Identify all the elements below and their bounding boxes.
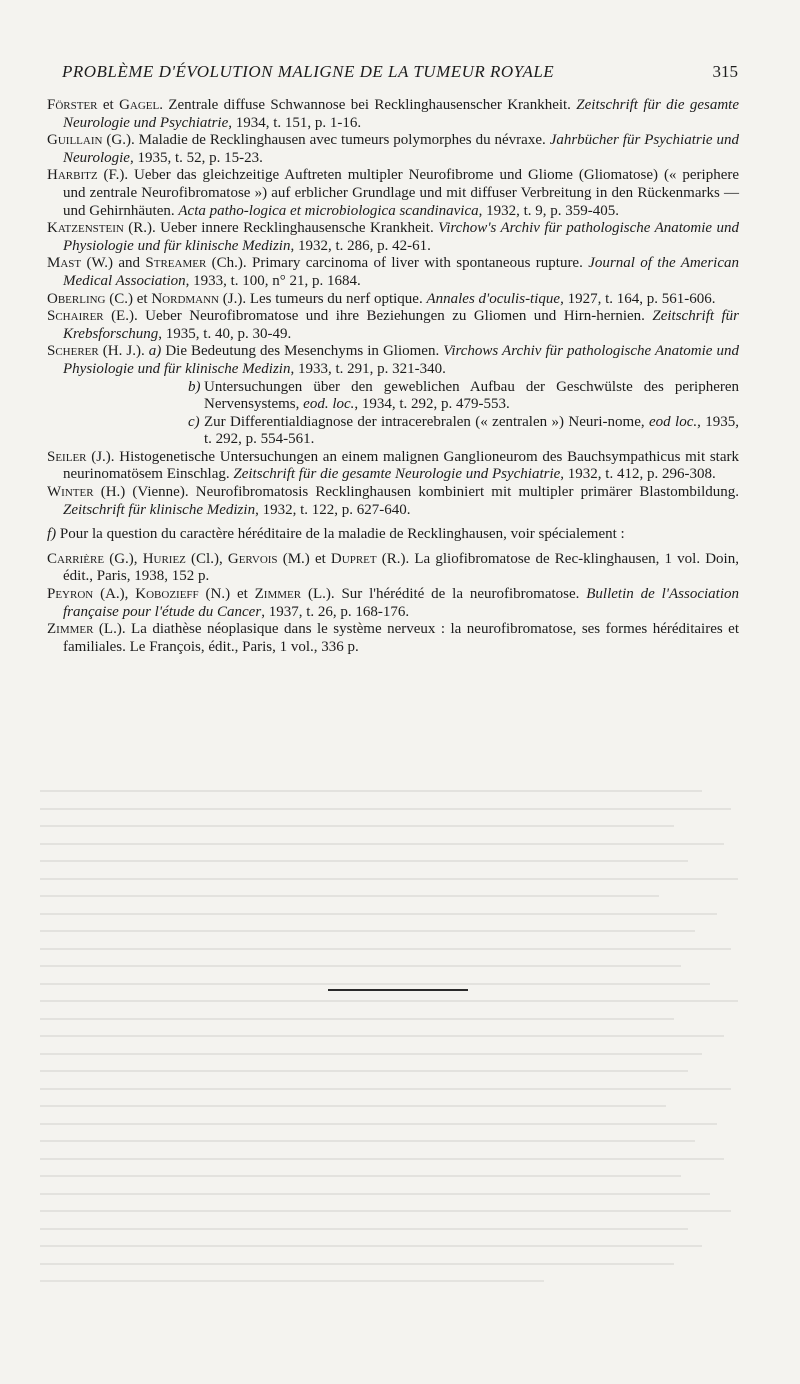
reference-mast xyxy=(47,255,739,290)
ref-tail: , 1933, t. 100, n° 21, p. 1684. xyxy=(185,272,361,289)
ref-text: Zur Differentialdiagnose der intracerebralen (« zentralen ») Neuri-nome, xyxy=(204,413,649,430)
running-header xyxy=(62,62,738,82)
reference-peyron xyxy=(47,586,739,621)
reference-scherer-b xyxy=(47,379,739,414)
ref-text: (N.) et xyxy=(198,586,255,603)
ref-journal: Zeitschrift für klinische Medizin xyxy=(63,501,256,518)
ref-journal: Virchow's Archiv für pathologische Anatomie und Physiologie und für klinische Medizin xyxy=(63,220,739,254)
ref-tail: , 1932, t. 122, p. 627-640. xyxy=(255,501,411,518)
ref-author: Winter xyxy=(47,484,94,501)
sub-marker-c: c) xyxy=(188,413,200,430)
reference-scherer-c xyxy=(47,414,739,449)
ref-tail: , 1932, t. 412, p. 296-308. xyxy=(560,466,716,483)
ref-text: . Zentrale diffuse Schwannose bei Recklinghausenscher Krankheit. xyxy=(159,97,577,113)
ref-author: Streamer xyxy=(145,255,207,272)
ref-journal: Annales d'oculis-tique xyxy=(426,290,561,307)
ref-tail: , 1935, t. 40, p. 30-49. xyxy=(158,325,292,342)
ref-tail: , 1934, t. 151, p. 1-16. xyxy=(228,114,362,131)
page-number: 315 xyxy=(712,62,738,81)
ref-text: (J.). Histogenetische Untersuchungen an einem malignen Ganglioneurom des Bauchsympathicus mit stark neurinomatösem Einschlag. xyxy=(63,448,739,483)
ref-tail: , 1934, t. 292, p. 479-553. xyxy=(354,396,510,413)
ref-journal: eod loc. xyxy=(649,413,698,430)
page-show-through xyxy=(40,790,760,1310)
ref-author: Mast xyxy=(47,255,82,272)
ref-author: Guillain xyxy=(47,132,103,149)
ref-author: Seiler xyxy=(47,448,87,465)
ref-journal: Zeitschrift für die gesamte Neurologie und Psychiatrie xyxy=(63,97,740,131)
ref-text: et xyxy=(97,97,120,113)
sub-marker-a: a) xyxy=(148,343,162,360)
ref-text: (Cl.), xyxy=(185,550,228,567)
ref-text: (A.), xyxy=(93,586,136,603)
ref-text: (H.) (Vienne). Neurofibromatosis Recklinghausen kombiniert mit multipler primärer Blastombildung. xyxy=(93,484,739,501)
ref-tail: , 1927, t. 164, p. 561-606. xyxy=(560,290,716,307)
ref-journal: Bulletin de l'Association française pour l'étude du Cancer xyxy=(63,586,739,620)
note-text: Pour la question du caractère héréditaire de la maladie de Recklinghausen, voir spécialement : xyxy=(56,526,625,543)
closing-rule xyxy=(328,989,468,991)
reference-forster xyxy=(47,97,739,132)
heredity-note xyxy=(47,526,739,544)
ref-journal: eod. loc. xyxy=(303,396,355,413)
ref-tail: , 1932, t. 9, p. 359-405. xyxy=(478,202,620,219)
ref-journal: Acta patho-logica et microbiologica scandinavica xyxy=(178,202,479,219)
ref-text: (E.). Ueber Neurofibromatose und ihre Beziehungen zu Gliomen und Hirn-hernien. xyxy=(103,308,653,325)
sub-marker-b: b) xyxy=(188,378,201,395)
ref-journal: Virchows Archiv für pathologische Anatomie und Physiologie und für klinische Medizin xyxy=(63,343,739,377)
ref-text: (H. J.). xyxy=(98,343,149,360)
ref-author: Zimmer xyxy=(254,586,302,603)
ref-journal: Jahrbücher für Psychiatrie und Neurologie xyxy=(63,132,739,166)
ref-text: (F.). Ueber das gleichzeitige Auftreten multipler Neurofibrome und Gliome (Gliomatose) (« periphere und zentrale Neurofibromatose ») auf erblicher Grundlage und mit diffuser Verbreitung in den Rückenmarks — und Gehirnhäuten. xyxy=(63,167,739,219)
ref-author: Scherer xyxy=(47,343,99,360)
ref-text: (J.). Les tumeurs du nerf optique. xyxy=(219,290,427,307)
ref-author: Schairer xyxy=(47,308,104,325)
ref-author: Harbitz xyxy=(47,167,98,184)
ref-author: Dupret xyxy=(330,550,377,567)
note-marker: f) xyxy=(47,526,57,543)
ref-text: (R.). La gliofibromatose de Rec-klinghausen, 1 vol. Doin, édit., Paris, 1938, 152 p. xyxy=(63,550,739,585)
ref-author: Nordmann xyxy=(151,290,219,307)
ref-text: (C.) et xyxy=(105,290,152,307)
ref-text: Die Bedeutung des Mesenchyms in Gliomen. xyxy=(161,343,444,360)
ref-journal: Journal of the American Medical Association xyxy=(63,255,740,289)
ref-text: (G.), xyxy=(104,550,143,567)
ref-tail: , 1935, t. 292, p. 554-561. xyxy=(204,413,740,448)
ref-author: Huriez xyxy=(142,550,186,567)
ref-text: (L.). Sur l'hérédité de la neurofibromatose. xyxy=(301,586,587,603)
reference-seiler xyxy=(47,449,739,484)
reference-oberling xyxy=(47,291,739,309)
ref-author: Katzenstein xyxy=(47,220,124,237)
ref-journal: Zeitschrift für die gesamte Neurologie und Psychiatrie xyxy=(233,466,561,483)
ref-text: (W.) and xyxy=(81,255,146,272)
reference-winter xyxy=(47,484,739,519)
running-title: PROBLÈME D'ÉVOLUTION MALIGNE DE LA TUMEUR ROYALE xyxy=(62,62,555,81)
ref-text: Untersuchungen über den geweblichen Aufbau der Geschwülste des peripheren Nervensystems, xyxy=(204,378,739,413)
ref-tail: , 1935, t. 52, p. 15-23. xyxy=(129,149,263,166)
ref-author: Gervois xyxy=(227,550,278,567)
ref-tail: , 1932, t. 286, p. 42-61. xyxy=(290,237,431,254)
ref-tail: , 1937, t. 26, p. 168-176. xyxy=(261,603,410,620)
ref-author: Förster xyxy=(47,97,98,113)
reference-zimmer xyxy=(47,621,739,656)
ref-text: (R.). Ueber innere Recklinghausensche Krankheit. xyxy=(123,220,439,237)
ref-author: Peyron xyxy=(47,586,94,603)
ref-text: (M.) et xyxy=(277,550,331,567)
ref-author: Oberling xyxy=(47,290,106,307)
ref-tail: , 1933, t. 291, p. 321-340. xyxy=(290,360,446,377)
ref-author: Kobozieff xyxy=(135,586,199,603)
reference-carriere xyxy=(47,551,739,586)
ref-text: (G.). Maladie de Recklinghausen avec tumeurs polymorphes du névraxe. xyxy=(102,132,550,149)
reference-katzenstein xyxy=(47,220,739,255)
reference-harbitz xyxy=(47,167,739,220)
ref-text: (Ch.). Primary carcinoma of liver with spontaneous rupture. xyxy=(206,255,589,272)
ref-author: Gagel xyxy=(119,97,160,113)
ref-journal: Zeitschrift für Krebsforschung xyxy=(63,308,739,342)
reference-schairer xyxy=(47,308,739,343)
ref-author: Carrière xyxy=(47,550,105,567)
reference-guillain xyxy=(47,132,739,167)
reference-scherer xyxy=(47,343,739,378)
ref-author: Zimmer xyxy=(47,621,94,638)
ref-text: (L.). La diathèse néoplasique dans le système nerveux : la neurofibromatose, ses formes héréditaires et familiales. Le François, édit., Paris, 1 vol., 336 p. xyxy=(63,621,739,655)
bibliography xyxy=(47,97,739,656)
